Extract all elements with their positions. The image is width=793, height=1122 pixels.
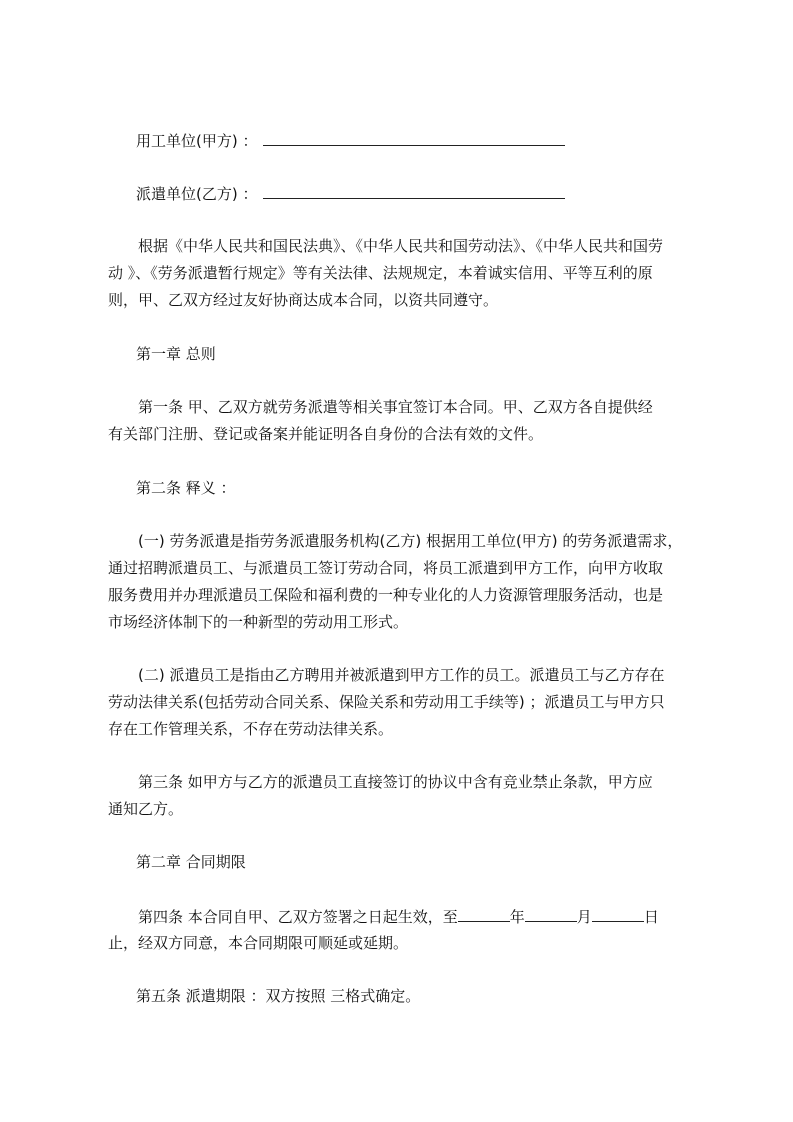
article-5-title: 第五条 派遣期限 ：双方按照 三格式确定。 <box>136 987 421 1005</box>
clause-2-line-1: (二) 派遣员工是指由乙方聘用并被派遣到甲方工作的员工。派遣员工与乙方存在 <box>138 666 665 684</box>
preamble-line-2: 动 》、《劳务派遣暂行规定》等有关法律、法规规定，本着诚实信用、平等互利的原 <box>108 264 653 282</box>
year-label: 年 <box>509 908 525 926</box>
end-month-blank[interactable] <box>525 906 577 922</box>
article-1-line-1: 第一条 甲、乙双方就劳务派遣等相关事宜签订本合同。甲、乙双方各自提供经 <box>138 398 653 416</box>
article-3-line-1: 第三条 如甲方与乙方的派遣员工直接签订的协议中含有竞业禁止条款，甲方应 <box>138 773 653 791</box>
preamble-line-3: 则，甲、乙双方经过友好协商达成本合同，以资共同遵守。 <box>108 291 499 309</box>
clause-1-line-3: 服务费用并办理派遣员工保险和福利费的一种专业化的人力资源管理服务活动，也是 <box>108 586 664 604</box>
clause-2-line-3: 存在工作管理关系，不存在劳动法律关系。 <box>108 720 394 738</box>
clause-1-line-1: (一) 劳务派遣是指劳务派遣服务机构(乙方) 根据用工单位(甲方) 的劳务派遣需求， <box>138 532 683 550</box>
dispatcher-field <box>136 183 565 204</box>
dispatcher-blank[interactable] <box>263 183 565 199</box>
chapter-1-title: 第一章 总则 <box>136 345 216 363</box>
employer-label: 用工单位(甲方) ： <box>136 132 258 150</box>
employer-field <box>136 130 565 151</box>
article-4-line-2: 止，经双方同意，本合同期限可顺延或延期。 <box>108 934 409 952</box>
chapter-2-title: 第二章 合同期限 <box>136 853 246 871</box>
article-2-title: 第二条 释义 ： <box>136 479 236 497</box>
month-label: 月 <box>576 908 592 926</box>
article-3-line-2: 通知乙方。 <box>108 800 184 818</box>
article-4-prefix: 第四条 本合同自甲、乙双方签署之日起生效，至 <box>138 908 458 926</box>
end-year-blank[interactable] <box>458 906 510 922</box>
clause-2-line-2: 劳动法律关系(包括劳动合同关系、保险关系和劳动用工手续等) ；派遣员工与甲方只 <box>108 693 665 711</box>
preamble-line-1: 根据《中华人民共和国民法典》、《中华人民共和国劳动法》、《中华人民共和国劳 <box>138 237 664 255</box>
article-4-line-1 <box>138 906 659 927</box>
clause-1-line-2: 通过招聘派遣员工、与派遣员工签订劳动合同，将员工派遣到甲方工作，向甲方收取 <box>108 559 664 577</box>
dispatcher-label: 派遣单位(乙方) ： <box>136 185 258 203</box>
end-day-blank[interactable] <box>592 906 644 922</box>
day-label: 日 <box>643 908 659 926</box>
clause-1-line-4: 市场经济体制下的一种新型的劳动用工形式。 <box>108 613 409 631</box>
employer-blank[interactable] <box>263 130 565 146</box>
article-1-line-2: 有关部门注册、登记或备案并能证明各自身份的合法有效的文件。 <box>108 425 544 443</box>
